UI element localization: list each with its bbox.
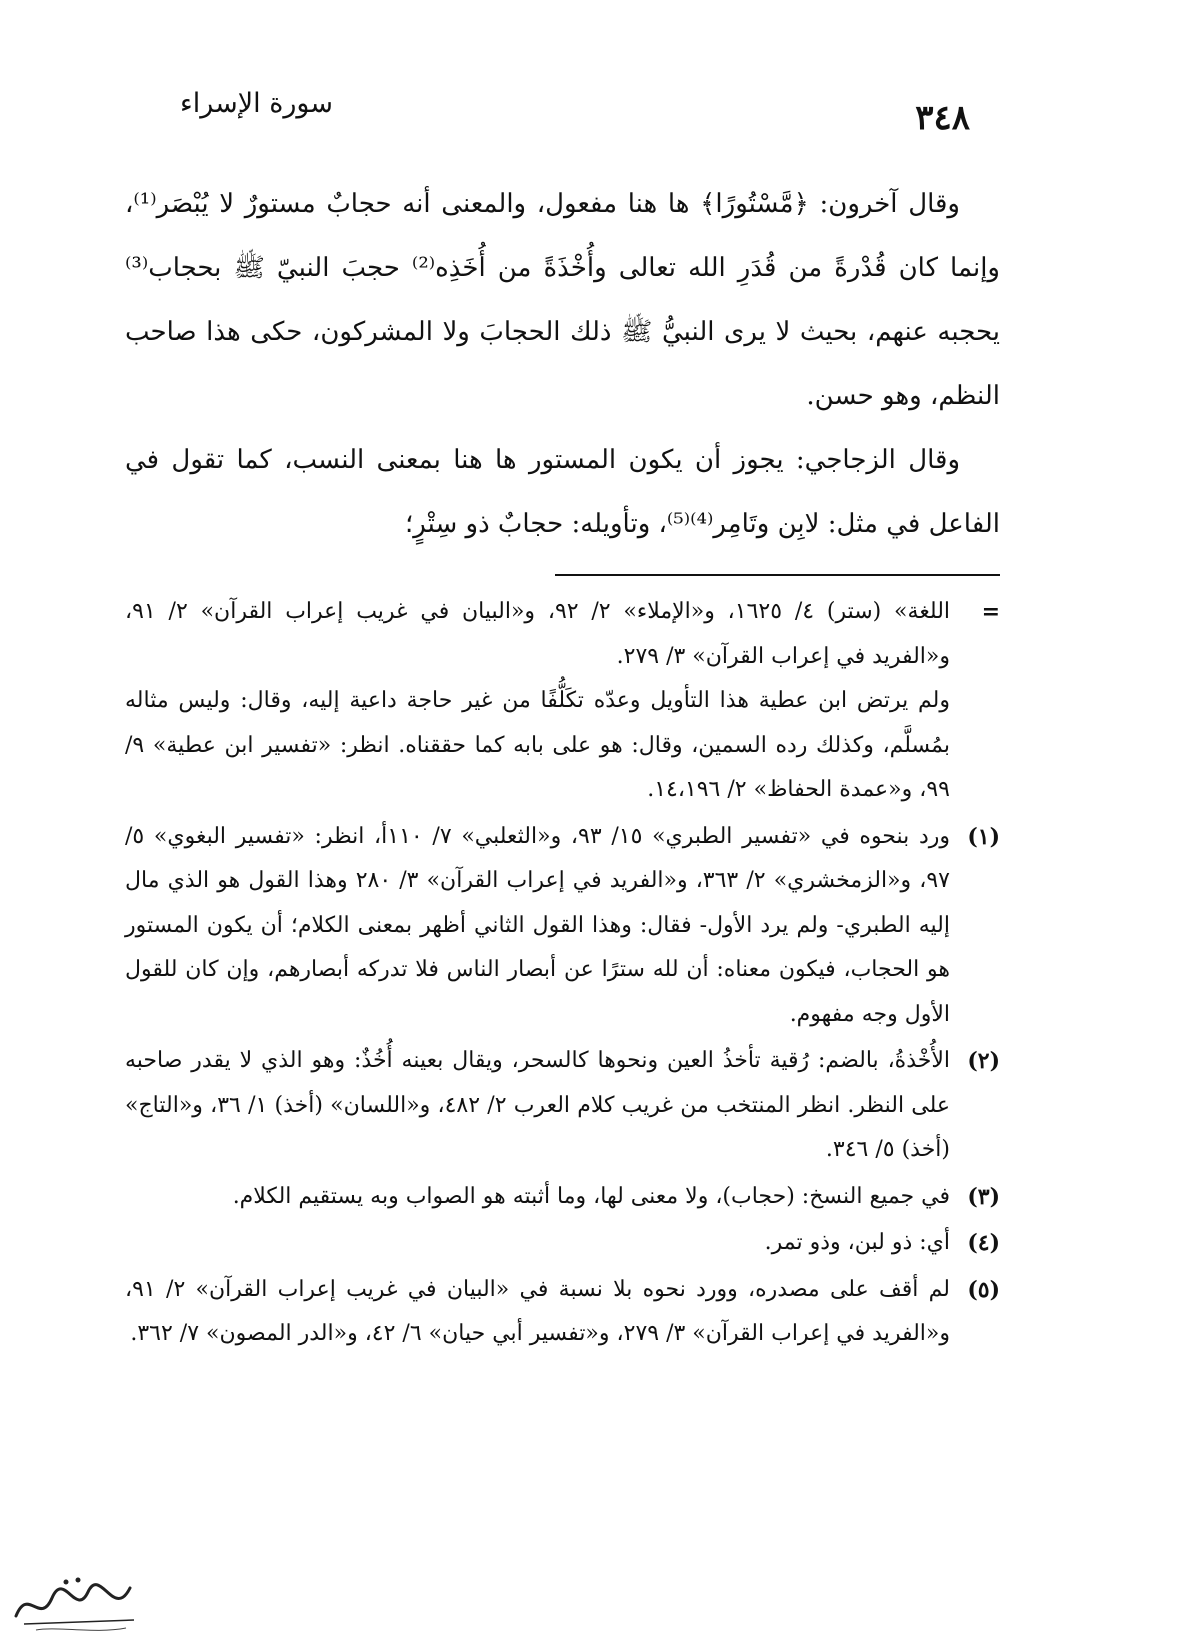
running-title: سورة الإسراء <box>180 88 333 119</box>
main-paragraph: وقال آخرون: ﴿مَّسْتُورًا﴾ ها هنا مفعول، والمعنى أنه حجابٌ مستورٌ لا يُبْصَر⁽¹⁾، وإنما كان قُدْرةً من قُدَرِ الله تعالى وأُخْذَةً من أُخَذِه⁽²⁾ حجبَ النبيّ ﷺ بحجاب⁽³⁾ يحجبه عنهم، بحيث لا يرى النبيُّ ﷺ ذلك الحجابَ ولا المشركون، حكى هذا صاحب النظم، وهو حسن. <box>125 189 1000 411</box>
footnote-3 <box>125 1175 1000 1220</box>
footnote-continuation <box>125 590 1000 813</box>
footnotes <box>125 590 1000 1359</box>
footnote-body <box>125 815 950 1038</box>
main-text <box>125 172 1000 556</box>
page-header <box>180 88 970 148</box>
footnote-separator <box>555 574 1000 576</box>
footnote-1 <box>125 815 1000 1038</box>
footnote-paragraph: ورد بنحوه في «تفسير الطبري» ١٥/ ٩٣، و«الثعلبي» ٧/ ١١٠أ، انظر: «تفسير البغوي» ٥/ ٩٧، و«الزمخشري» ٢/ ٣٦٣، و«الفريد في إعراب القرآن» ٣/ ٢٨٠ وهذا القول هو الذي مال إليه الطبري- ولم يرد الأول- فقال: وهذا القول الثاني أظهر بمعنى الكلام؛ أن يكون المستور هو الحجاب، فيكون معناه: أن لله سترًا عن أبصار الناس فلا تدركه أبصارهم، وإن كان للقول الأول وجه مفهوم. <box>125 823 951 1027</box>
footnote-paragraph: أي: ذو لبن، وذو تمر. <box>764 1230 950 1255</box>
footnote-mark: (٢) <box>967 1048 1000 1074</box>
footnote-mark: (٥) <box>967 1276 1000 1303</box>
footnote-body <box>125 1268 950 1357</box>
footnote-mark: = <box>981 599 1000 625</box>
footnote-mark: (٤) <box>967 1230 1000 1256</box>
publisher-logo <box>6 1568 146 1638</box>
footnote-mark: (٣) <box>967 1183 1000 1210</box>
footnote-4 <box>125 1221 1000 1266</box>
footnote-paragraph: في جميع النسخ: (حجاب)، ولا معنى لها، وما أثبته هو الصواب وبه يستقيم الكلام. <box>232 1183 950 1209</box>
footnote-paragraph: اللغة» (ستر) ٤/ ١٦٢٥، و«الإملاء» ٢/ ٩٢، و«البيان في غريب إعراب القرآن» ٢/ ٩١، و«الفريد في إعراب القرآن» ٣/ ٢٧٩. <box>125 599 951 669</box>
footnote-2 <box>125 1039 1000 1173</box>
page-number: ٣٤٨ <box>915 98 970 138</box>
footnote-body <box>125 590 950 813</box>
footnote-body <box>125 1175 950 1220</box>
footnote-paragraph: لم أقف على مصدره، وورد نحوه بلا نسبة في «البيان في غريب إعراب القرآن» ٢/ ٩١، و«الفريد في إعراب القرآن» ٣/ ٢٧٩، و«تفسير أبي حيان» ٦/ ٤٢، و«الدر المصون» ٧/ ٣٦٢. <box>125 1276 950 1346</box>
calligraphy-logo-icon <box>6 1568 146 1638</box>
footnote-mark: (١) <box>967 823 1000 850</box>
main-paragraph: وقال الزجاجي: يجوز أن يكون المستور ها هنا بمعنى النسب، كما تقول في الفاعل في مثل: لابِن وتَامِر⁽⁴⁾⁽⁵⁾، وتأويله: حجابٌ ذو سِتْرٍ؛ <box>125 445 1000 539</box>
footnote-body <box>125 1039 950 1173</box>
footnote-paragraph: الأُخْذةُ، بالضم: رُقية تأخذُ العين ونحوها كالسحر، ويقال بعينه أُخُذٌ: وهو الذي لا يقدر صاحبه على النظر. انظر المنتخب من غريب كلام العرب ٢/ ٤٨٢، و«اللسان» (أخذ) ١/ ٣٦، و«التاج» (أخذ) ٥/ ٣٤٦. <box>125 1048 951 1162</box>
footnote-paragraph: ولم يرتض ابن عطية هذا التأويل وعدّه تكَلُّفًا من غير حاجة داعية إليه، وقال: وليس مثاله بمُسلَّم، وكذلك رده السمين، وقال: هو على بابه كما حققناه. انظر: «تفسير ابن عطية» ٩/ ٩٩، و«عمدة الحفاظ» ٢/ ١٤،١٩٦. <box>125 688 950 802</box>
footnote-body <box>125 1221 950 1266</box>
footnote-5 <box>125 1268 1000 1357</box>
